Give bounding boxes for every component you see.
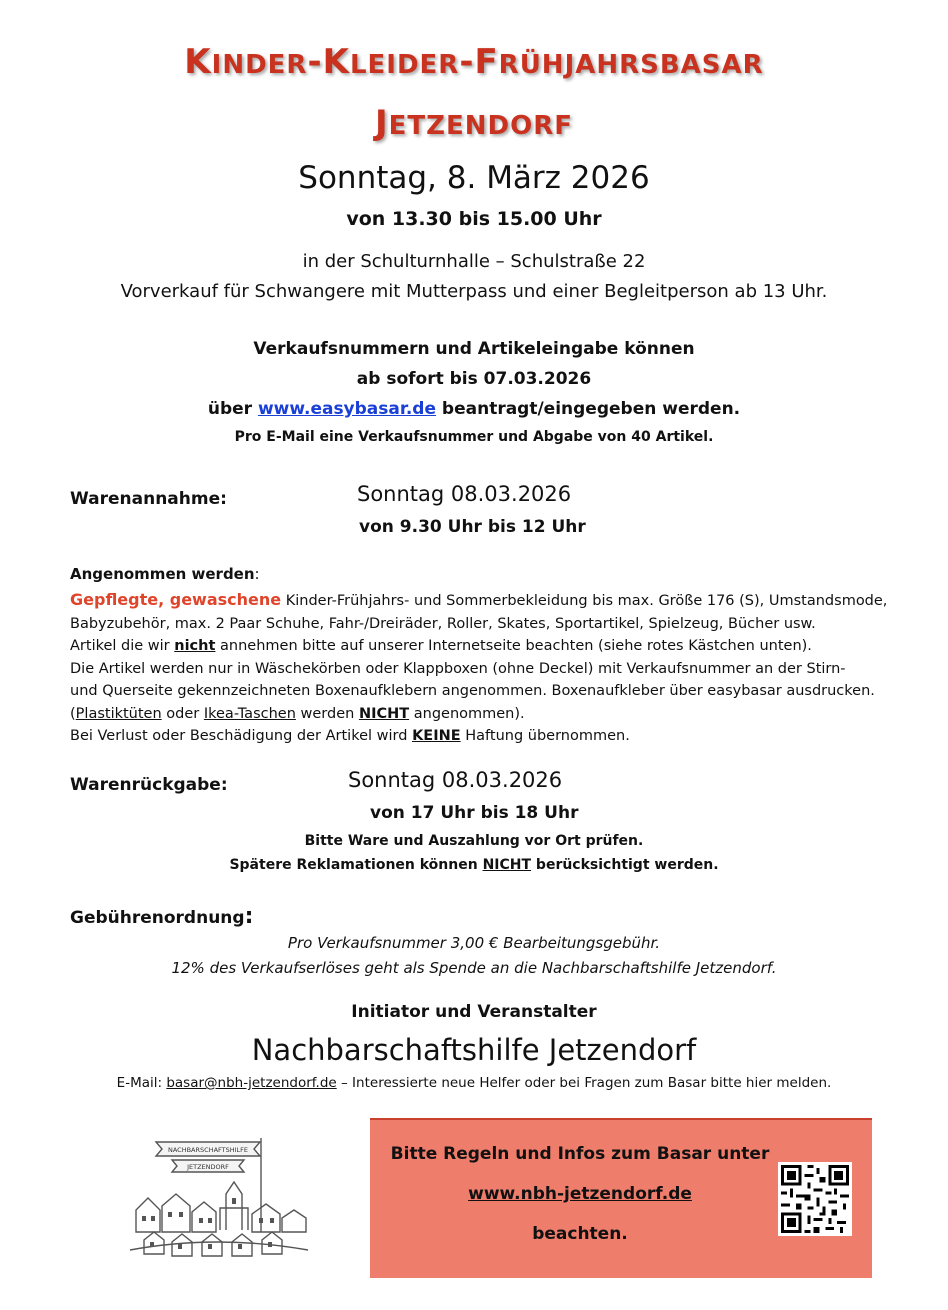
- return-label: Warenrückgabe:: [70, 775, 228, 795]
- intake-label: Warenannahme:: [70, 489, 227, 509]
- info-box: [370, 1118, 872, 1278]
- event-time: von 13.30 bis 15.00 Uhr: [346, 208, 602, 230]
- organizer-email-line: E-Mail: basar@nbh-jetzendorf.de – Interessierte neue Helfer oder bei Fragen zum Basar bitte hier melden.: [116, 1075, 832, 1091]
- accepted-line1: Gepflegte, gewaschene Kinder-Frühjahrs- und Sommerbekleidung bis max. Größe 176 (S), Umstandsmode,: [70, 590, 888, 609]
- event-date: Sonntag, 8. März 2026: [298, 160, 650, 196]
- infobox-link[interactable]: www.nbh-jetzendorf.de: [468, 1184, 692, 1204]
- email-link[interactable]: basar@nbh-jetzendorf.de: [166, 1075, 337, 1091]
- accepted-text: [70, 589, 900, 748]
- return-note1: Bitte Ware und Auszahlung vor Ort prüfen.: [304, 833, 644, 849]
- accepted-line2: Babyzubehör, max. 2 Paar Schuhe, Fahr-/Dreiräder, Roller, Skates, Sportartikel, Spielzeug, Bücher usw.: [70, 615, 816, 632]
- return-date: Sonntag 08.03.2026: [348, 768, 563, 792]
- fees-line2: 12% des Verkaufserlöses geht als Spende an die Nachbarschaftshilfe Jetzendorf.: [171, 959, 777, 977]
- accepted-line7: Bei Verlust oder Beschädigung der Artikel wird KEINE Haftung übernommen.: [70, 728, 630, 744]
- accepted-line6: (Plastiktüten oder Ikea-Taschen werden NICHT angenommen).: [70, 705, 525, 722]
- infobox-line3: beachten.: [532, 1224, 628, 1244]
- accepted-line4: Die Artikel werden nur in Wäschekörben oder Klappboxen (ohne Deckel) mit Verkaufsnummer an der Stirn-: [70, 660, 846, 677]
- return-time: von 17 Uhr bis 18 Uhr: [370, 803, 579, 823]
- accepted-line3: Artikel die wir nicht annehmen bitte auf unserer Internetseite beachten (siehe rotes Kästchen unten).: [70, 638, 812, 654]
- intake-date: Sonntag 08.03.2026: [357, 482, 572, 506]
- logo-banner-text-1: NACHBARSCHAFTSHILFE: [167, 1146, 249, 1154]
- organizer-label: Initiator und Veranstalter: [351, 1002, 597, 1022]
- qr-code-icon[interactable]: [778, 1162, 852, 1236]
- registration-line4: Pro E-Mail eine Verkaufsnummer und Abgabe von 40 Artikel.: [234, 429, 714, 445]
- registration-line2: ab sofort bis 07.03.2026: [356, 369, 592, 389]
- nbh-logo: [122, 1132, 312, 1262]
- infobox-line1: Bitte Regeln und Infos zum Basar unter: [390, 1144, 770, 1164]
- organizer-name: Nachbarschaftshilfe Jetzendorf: [251, 1033, 697, 1067]
- registration-line3: über www.easybasar.de beantragt/eingegeben werden.: [207, 399, 741, 419]
- registration-line1: Verkaufsnummern und Artikeleingabe können: [253, 339, 695, 359]
- presale-info: Vorverkauf für Schwangere mit Mutterpass und einer Begleitperson ab 13 Uhr.: [120, 281, 828, 302]
- event-location: in der Schulturnhalle – Schulstraße 22: [302, 251, 646, 272]
- easybasar-link[interactable]: www.easybasar.de: [257, 399, 436, 419]
- accepted-line5: und Querseite gekennzeichneten Boxenaufklebern angenommen. Boxenaufkleber über easybasar ausdrucken.: [70, 683, 875, 699]
- fees-line1: Pro Verkaufsnummer 3,00 € Bearbeitungsgebühr.: [287, 934, 661, 952]
- return-note2: Spätere Reklamationen können NICHT berücksichtigt werden.: [229, 857, 719, 873]
- fees-heading: Gebührenordnung:: [70, 904, 254, 929]
- subtitle-town: JETZENDORF: [375, 103, 573, 143]
- accepted-heading: Angenommen werden:: [70, 565, 260, 583]
- logo-banner-text-2: JETZENDORF: [187, 1163, 229, 1171]
- main-title: KINDER-KLEIDER-FRÜHJAHRSBASAR: [184, 42, 764, 82]
- intake-time: von 9.30 Uhr bis 12 Uhr: [359, 517, 586, 537]
